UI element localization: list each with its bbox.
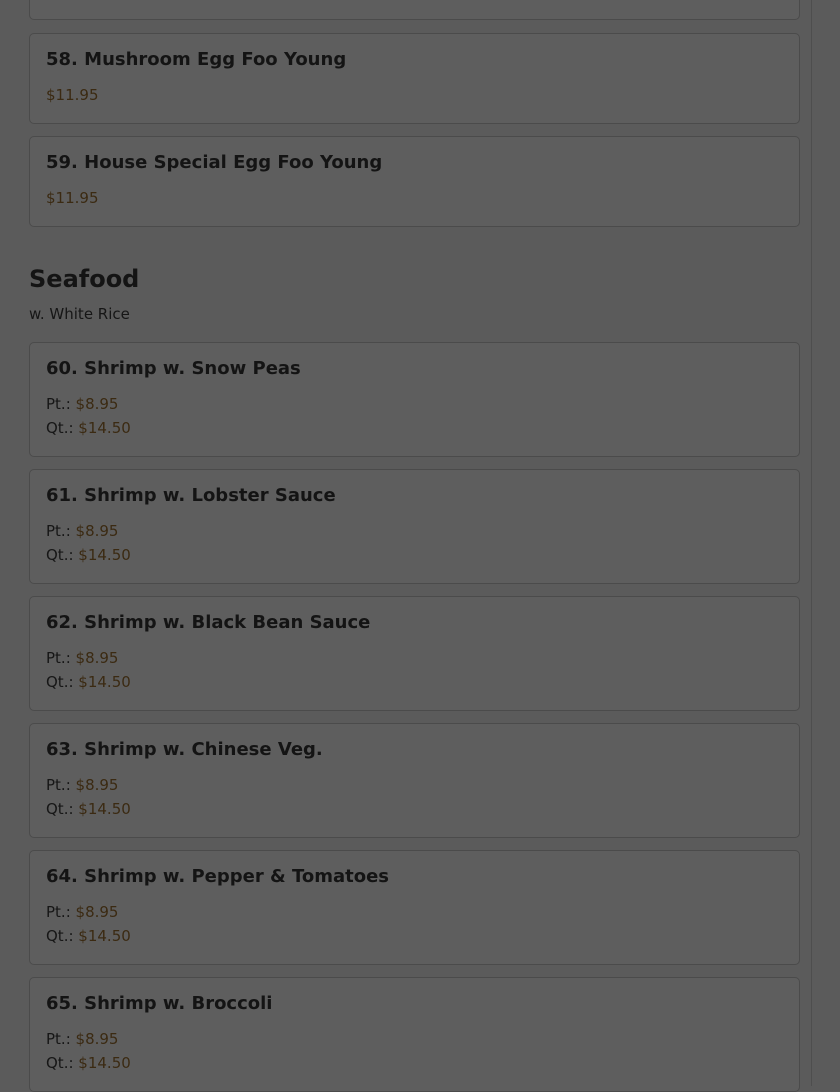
menu-item-name: 64. Shrimp w. Pepper & Tomatoes bbox=[46, 866, 390, 887]
pint-price: $8.95 bbox=[75, 776, 119, 794]
pint-label: Pt.: bbox=[46, 903, 71, 921]
quart-price: $14.50 bbox=[78, 927, 131, 945]
menu-item-card[interactable] bbox=[29, 469, 800, 584]
pint-label: Pt.: bbox=[46, 1030, 71, 1048]
quart-price: $14.50 bbox=[78, 800, 131, 818]
pint-label: Pt.: bbox=[46, 776, 71, 794]
menu-item-price bbox=[46, 189, 99, 207]
quart-price-line bbox=[46, 673, 131, 691]
quart-price-line bbox=[46, 419, 131, 437]
pint-price-line bbox=[46, 649, 118, 667]
quart-label: Qt.: bbox=[46, 419, 74, 437]
menu-item-name: 60. Shrimp w. Snow Peas bbox=[46, 358, 301, 379]
pint-price: $8.95 bbox=[75, 649, 119, 667]
price-value: $11.95 bbox=[46, 189, 99, 207]
price-value: $11.95 bbox=[46, 86, 99, 104]
menu-item-card[interactable] bbox=[29, 723, 800, 838]
quart-price: $14.50 bbox=[78, 419, 131, 437]
menu-item-name: 62. Shrimp w. Black Bean Sauce bbox=[46, 612, 371, 633]
menu-item-card[interactable] bbox=[29, 342, 800, 457]
quart-price-line bbox=[46, 927, 131, 945]
menu-item-card[interactable] bbox=[29, 596, 800, 711]
pint-price-line bbox=[46, 1030, 118, 1048]
pint-label: Pt.: bbox=[46, 522, 71, 540]
pint-price: $8.95 bbox=[75, 903, 119, 921]
pint-price: $8.95 bbox=[75, 395, 119, 413]
pint-price-line bbox=[46, 395, 118, 413]
quart-price: $14.50 bbox=[78, 673, 131, 691]
quart-label: Qt.: bbox=[46, 927, 74, 945]
section-subtitle: w. White Rice bbox=[29, 305, 130, 323]
menu-item-card[interactable] bbox=[29, 33, 800, 124]
menu-item-name: 59. House Special Egg Foo Young bbox=[46, 152, 383, 173]
section-title: Seafood bbox=[29, 265, 140, 293]
menu-item-price bbox=[46, 86, 99, 104]
scroll-gutter[interactable] bbox=[811, 0, 840, 1086]
menu-item-name: 61. Shrimp w. Lobster Sauce bbox=[46, 485, 336, 506]
pint-price-line bbox=[46, 776, 118, 794]
menu-item-card[interactable] bbox=[29, 850, 800, 965]
menu-item-card[interactable] bbox=[29, 136, 800, 227]
quart-price-line bbox=[46, 1054, 131, 1072]
quart-price: $14.50 bbox=[78, 546, 131, 564]
pint-label: Pt.: bbox=[46, 649, 71, 667]
pint-label: Pt.: bbox=[46, 395, 71, 413]
menu-item-card[interactable] bbox=[29, 0, 800, 20]
quart-label: Qt.: bbox=[46, 546, 74, 564]
quart-label: Qt.: bbox=[46, 673, 74, 691]
menu-item-name: 63. Shrimp w. Chinese Veg. bbox=[46, 739, 323, 760]
pint-price-line bbox=[46, 522, 118, 540]
quart-label: Qt.: bbox=[46, 800, 74, 818]
quart-price: $14.50 bbox=[78, 1054, 131, 1072]
menu-item-name: 65. Shrimp w. Broccoli bbox=[46, 993, 273, 1014]
quart-label: Qt.: bbox=[46, 1054, 74, 1072]
pint-price: $8.95 bbox=[75, 1030, 119, 1048]
menu-item-card[interactable] bbox=[29, 977, 800, 1092]
pint-price: $8.95 bbox=[75, 522, 119, 540]
menu-item-name: 58. Mushroom Egg Foo Young bbox=[46, 49, 347, 70]
quart-price-line bbox=[46, 800, 131, 818]
pint-price-line bbox=[46, 903, 118, 921]
quart-price-line bbox=[46, 546, 131, 564]
